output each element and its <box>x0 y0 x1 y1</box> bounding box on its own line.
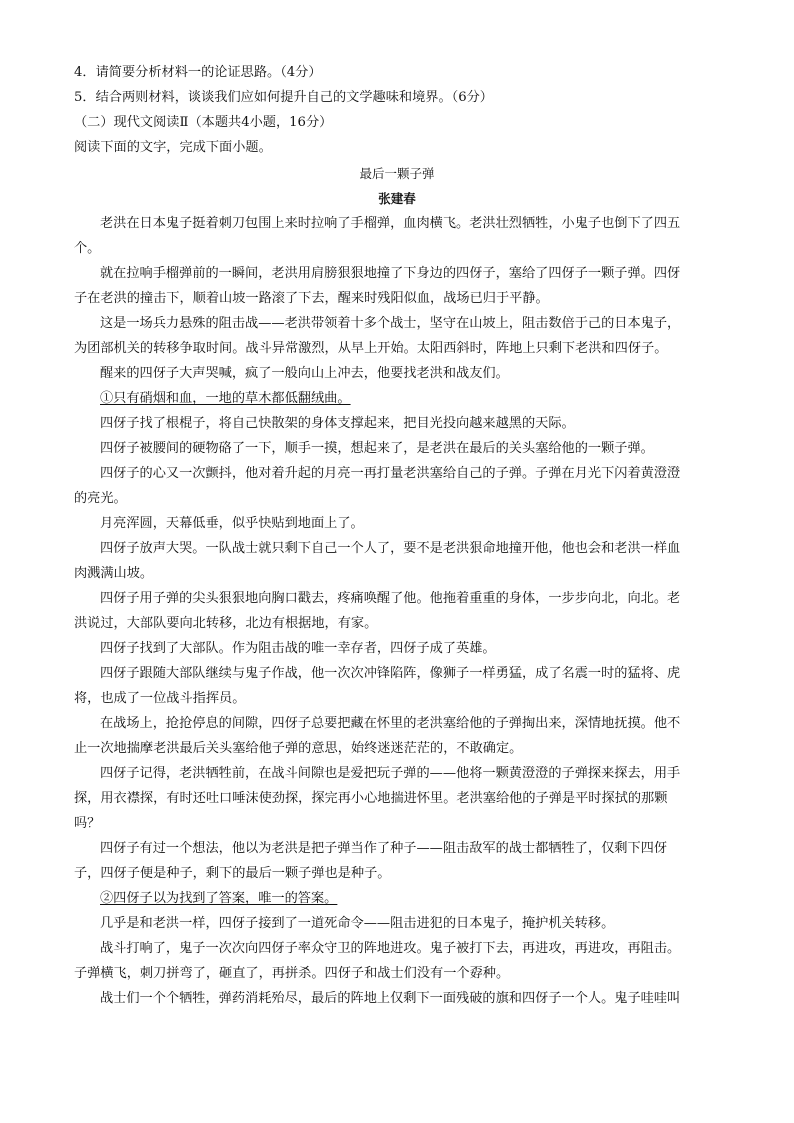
paragraph-line: 将，也成了一位战斗指挥员。 <box>74 691 246 706</box>
underlined-sentence-2: ②四伢子以为找到了答案，唯一的答案。 <box>100 891 338 906</box>
paragraph-line: 四伢子记得，老洪牺牲前，在战斗间隙也是爱把玩子弹的——他将一颗黄澄澄的子弹探来探去，用手 <box>100 766 681 781</box>
paragraph-line: 这是一场兵力悬殊的阻击战——老洪带领着十多个战士，坚守在山坡上，阻击数倍于己的日本鬼子， <box>100 316 681 331</box>
paragraph-line: 子，四伢子便是种子，剩下的最后一颗子弹也是种子。 <box>74 866 391 881</box>
paragraph-line: 肉溅满山坡。 <box>74 566 154 581</box>
question-4: 4．请简要分析材料一的论证思路。（4分） <box>74 65 322 80</box>
paragraph-line: 的亮光。 <box>74 491 127 506</box>
paragraph-line: 月亮浑圆，天幕低垂，似乎快贴到地面上了。 <box>100 516 364 531</box>
section-heading: （二）现代文阅读Ⅱ（本题共4小题，16分） <box>74 115 333 130</box>
paragraph-line: 吗？ <box>74 816 101 831</box>
paragraph-line: 四伢子用子弹的尖头狠狠地向胸口戳去，疼痛唤醒了他。他拖着重重的身体，一步步向北，向北。老 <box>100 591 681 606</box>
paragraph-line: 四伢子找到了大部队。作为阻击战的唯一幸存者，四伢子成了英雄。 <box>100 641 496 656</box>
paragraph-line: 几乎是和老洪一样，四伢子接到了一道死命令——阻击进犯的日本鬼子，掩护机关转移。 <box>100 916 615 931</box>
article-title: 最后一颗子弹 <box>359 166 435 181</box>
paragraph-line: 子在老洪的撞击下，顺着山坡一路滚了下去，醒来时残阳似血，战场已归于平静。 <box>74 291 549 306</box>
underlined-sentence-1: ①只有硝烟和血，一地的草木都低翻绒曲。 <box>100 391 351 406</box>
paragraph-line: 在战场上，抢抢停息的间隙，四伢子总要把藏在怀里的老洪塞给他的子弹掏出来，深情地抚摸。他不 <box>100 716 681 731</box>
paragraph-line: 止一次地揣摩老洪最后关头塞给他子弹的意思，始终迷迷茫茫的，不敢确定。 <box>74 741 523 756</box>
paragraph-line: 四伢子的心又一次颤抖，他对着升起的月亮一再打量老洪塞给自己的子弹。子弹在月光下闪着黄澄澄 <box>100 466 681 481</box>
paragraph-line: 子弹横飞，刺刀拼弯了，砸直了，再拼杀。四伢子和战士们没有一个孬种。 <box>74 966 510 981</box>
paragraph-line: 四伢子有过一个想法，他以为老洪是把子弹当作了种子——阻击敌军的战士都牺牲了，仅剩下四伢 <box>100 841 668 856</box>
paragraph-line: 就在拉响手榴弹前的一瞬间，老洪用肩膀狠狠地撞了下身边的四伢子，塞给了四伢子一颗子弹。四伢 <box>100 266 681 281</box>
paragraph-line: 四伢子被腰间的硬物硌了一下，顺手一摸，想起来了，是老洪在最后的关头塞给他的一颗子弹。 <box>100 441 654 456</box>
paragraph-line: 战斗打响了，鬼子一次次向四伢子率众守卫的阵地进攻。鬼子被打下去，再进攻，再进攻，再阻击。 <box>100 941 681 956</box>
paragraph-line: 老洪在日本鬼子挺着刺刀包围上来时拉响了手榴弹，血肉横飞。老洪壮烈牺牲，小鬼子也倒下了四五 <box>100 216 681 231</box>
article-author: 张建春 <box>378 191 416 206</box>
paragraph-line: 四伢子跟随大部队继续与鬼子作战，他一次次冲锋陷阵，像狮子一样勇猛，成了名震一时的猛将、虎 <box>100 666 681 681</box>
paragraph-line: 四伢子找了根棍子，将自己快散架的身体支撑起来，把目光投向越来越黑的天际。 <box>100 416 575 431</box>
paragraph-line: 探，用衣襟探，有时还吐口唾沫使劲探，探完再小心地揣进怀里。老洪塞给他的子弹是平时探拭的那颗 <box>74 791 668 806</box>
question-5: 5．结合两则材料，谈谈我们应如何提升自己的文学趣味和境界。（6分） <box>74 90 493 105</box>
paragraph-line: 醒来的四伢子大声哭喊，疯了一般向山上冲去，他要找老洪和战友们。 <box>100 366 509 381</box>
paragraph-line: 个。 <box>74 241 101 256</box>
paragraph-line: 洪说过，大部队要向北转移，北边有根据地，有家。 <box>74 616 378 631</box>
paragraph-line: 四伢子放声大哭。一队战士就只剩下自己一个人了，要不是老洪狠命地撞开他，他也会和老洪一样血 <box>100 541 681 556</box>
paragraph-line: 为团部机关的转移争取时间。战斗异常激烈，从早上开始。太阳西斜时，阵地上只剩下老洪和四伢子。 <box>74 341 668 356</box>
reading-instruction: 阅读下面的文字，完成下面小题。 <box>74 140 272 155</box>
paragraph-line: 战士们一个个牺牲，弹药消耗殆尽，最后的阵地上仅剩下一面残破的旗和四伢子一个人。鬼子哇哇叫 <box>100 991 681 1006</box>
